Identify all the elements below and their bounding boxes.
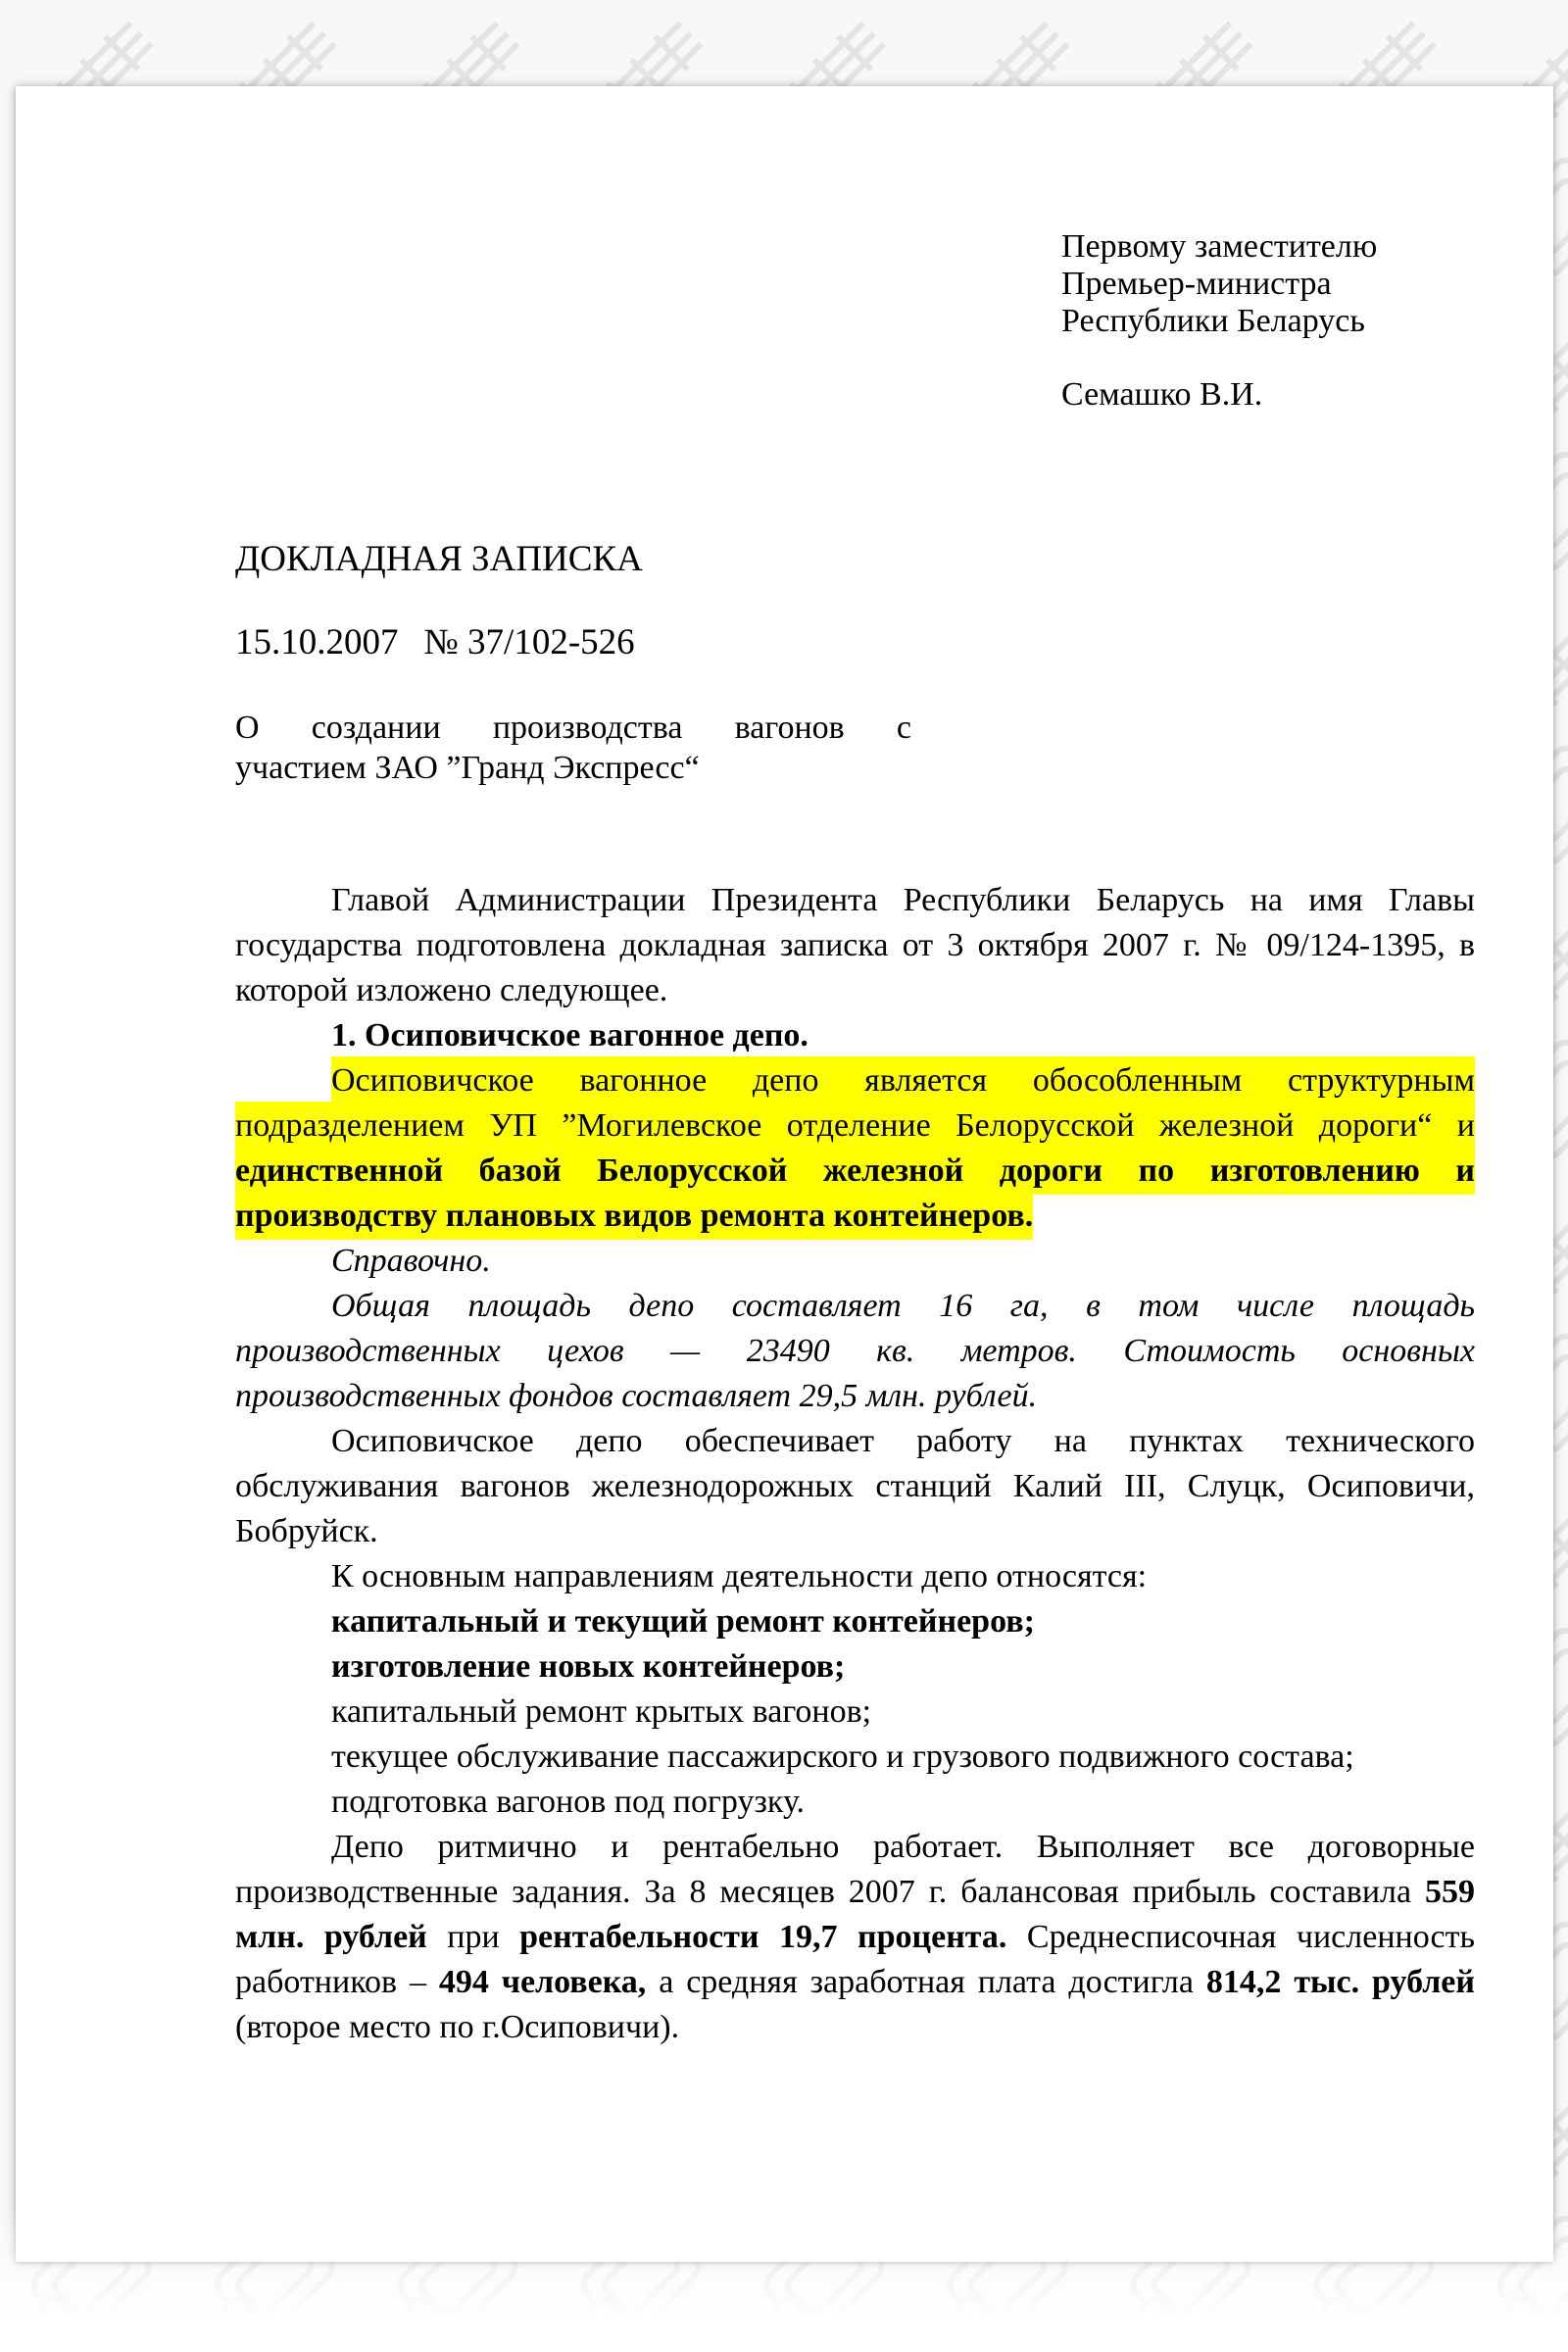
body-paragraph: К основным направлениям деятельности депо относятся:: [331, 1558, 1148, 1594]
addressee-line-1: Первому заместителю: [1061, 228, 1378, 265]
document-date: 15.10.2007: [235, 622, 399, 662]
document-body: [235, 878, 1475, 2050]
list-item: изготовление новых контейнеров;: [331, 1648, 846, 1685]
addressee-line-2: Премьер-министра: [1061, 266, 1332, 302]
document-page: [16, 86, 1553, 2262]
body-paragraph: Осиповичское депо обеспечивает работу на пунктах технического обслуживания вагонов железнодорожных станций Калий III, Слуцк, Осиповичи, Бобруйск.: [235, 1423, 1475, 1549]
addressee-line-3: Республики Беларусь: [1061, 303, 1365, 339]
section-heading: 1. Осиповичское вагонное депо.: [331, 1017, 808, 1054]
addressee-block: [1061, 228, 1473, 414]
body-paragraph: Депо ритмично и рентабельно работает. Выполняет все договорные производственные задания. За 8 месяцев 2007 г. балансовая прибыль составила 559 млн. рублей при рентабельности 19,7 процента. Среднесписочная численность работников – 494 человека, а средняя заработная плата достигла 814,2 тыс. рублей (второе место по г.Осиповичи).: [235, 1829, 1476, 2045]
document-title: ДОКЛАДНАЯ ЗАПИСКА: [235, 539, 643, 579]
document-dateline: [235, 622, 635, 663]
list-item: капитальный ремонт крытых вагонов;: [331, 1693, 872, 1730]
reference-label: Справочно.: [331, 1243, 491, 1279]
highlighted-paragraph: Осиповичское вагонное депо является обособленным структурным подразделением УП ”Могилевское отделение Белорусской железной дороги“ и единственной базой Белорусской железной дороги по изготовлению и производству плановых видов ремонта контейнеров.: [235, 1058, 1475, 1239]
body-paragraph: Главой Администрации Президента Республики Беларусь на имя Главы государства подготовлена докладная записка от 3 октября 2007 г. № 09/124-1395, в которой изложено следующее.: [235, 882, 1475, 1008]
list-item: текущее обслуживание пассажирского и грузового подвижного состава;: [331, 1739, 1354, 1775]
subject-line-2: участием ЗАО ”Гранд Экспресс“: [235, 750, 700, 786]
recipient-name: Семашко В.И.: [1061, 376, 1263, 413]
subject-line-1: О создании производства вагонов с: [235, 710, 911, 746]
document-number: № 37/102-526: [423, 622, 635, 662]
reference-paragraph: Общая площадь депо составляет 16 га, в том числе площадь производственных цехов — 23490 кв. метров. Стоимость основных производственных фондов составляет 29,5 млн. рублей.: [235, 1288, 1475, 1414]
list-item: капитальный и текущий ремонт контейнеров;: [331, 1603, 1035, 1640]
list-item: подготовка вагонов под погрузку.: [331, 1784, 806, 1820]
subject-block: [235, 708, 911, 788]
